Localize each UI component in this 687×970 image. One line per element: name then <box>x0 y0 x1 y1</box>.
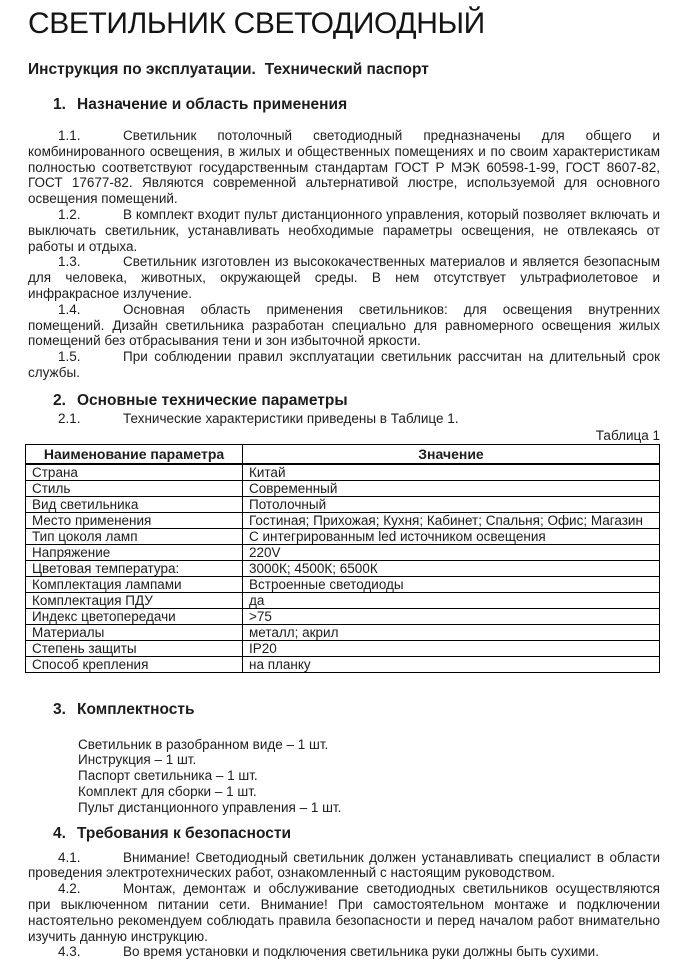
subtitle-primary: Инструкция по эксплуатации. <box>28 61 256 78</box>
cell-param: Стиль <box>26 480 243 496</box>
paragraph-number: 1.3. <box>58 254 81 270</box>
cell-value: С интегрированным led источником освещения <box>243 528 660 544</box>
paragraph-1-3 <box>28 254 660 301</box>
kit-list-item: Светильник в разобранном виде – 1 шт. <box>78 736 329 752</box>
table-row <box>26 480 660 496</box>
section-2-number: 2. <box>53 391 66 409</box>
paragraph-1-1 <box>28 128 660 207</box>
paragraph-4-2 <box>28 881 660 944</box>
paragraph-text: При соблюдении правил эксплуатации светильник рассчитан на длительный срок службы. <box>28 349 660 380</box>
kit-list-item: Инструкция – 1 шт. <box>78 752 197 768</box>
kit-list-item: Комплект для сборки – 1 шт. <box>78 783 257 799</box>
cell-value: Потолочный <box>243 496 660 512</box>
paragraph-text: В комплект входит пульт дистанционного управления, который позволяет включать и выключать светильник, устанавливать необходимые параметры освещения, не отвлекаясь от работы и отдыха. <box>28 206 660 254</box>
paragraph-text: Монтаж, демонтаж и обслуживание светодиодных светильников осуществляются при выключенном питании сети. Внимание! При самостоятельном монтаже и подключении настоятельно рекомендуем соблюдать правила безопасности и перед началом работ внимательно изучить данную инструкцию. <box>28 881 660 944</box>
table-row <box>26 640 660 656</box>
document-title: СВЕТИЛЬНИК СВЕТОДИОДНЫЙ <box>28 7 485 40</box>
table-row <box>26 544 660 560</box>
paragraph-number: 1.5. <box>58 349 81 365</box>
table-row <box>26 496 660 512</box>
table-header-row <box>26 444 660 464</box>
section-3-title: Комплектность <box>77 700 195 718</box>
specs-table <box>25 444 660 673</box>
kit-list <box>78 737 660 816</box>
document-subtitle <box>28 60 660 79</box>
header-cell-param: Наименование параметра <box>26 444 243 464</box>
paragraph-number: 1.1. <box>58 128 81 143</box>
paragraph-number: 4.3. <box>58 944 81 960</box>
cell-value: Современный <box>243 480 660 496</box>
table-row <box>26 608 660 624</box>
paragraph-number: 1.4. <box>58 301 81 317</box>
cell-value: на планку <box>243 656 660 672</box>
table-row <box>26 656 660 672</box>
paragraph-text: Светильник изготовлен из высококачественных материалов и является безопасным для человека, животных, окружающей среды. В нем отсутствует ультрафиолетовое и инфракрасное излучение. <box>28 254 660 301</box>
section-4-body <box>28 850 660 961</box>
paragraph-4-1 <box>28 850 660 882</box>
cell-param: Страна <box>26 464 243 481</box>
section-1-title: Назначение и область применения <box>77 96 348 113</box>
table-row <box>26 560 660 576</box>
cell-param: Напряжение <box>26 544 243 560</box>
specs-table-head <box>26 444 660 464</box>
cell-value: 220V <box>243 544 660 560</box>
cell-param: Степень защиты <box>26 640 243 656</box>
cell-value: Китай <box>243 464 660 481</box>
cell-value: металл; акрил <box>243 624 660 640</box>
paragraph-1-2 <box>28 207 660 254</box>
cell-param: Вид светильника <box>26 496 243 512</box>
paragraph-number: 2.1. <box>58 410 81 426</box>
cell-param: Материалы <box>26 624 243 640</box>
cell-param: Цветовая температура: <box>26 560 243 576</box>
table-row <box>26 512 660 528</box>
cell-value: IP20 <box>243 640 660 656</box>
cell-value: >75 <box>243 608 660 624</box>
cell-value: Встроенные светодиоды <box>243 576 660 592</box>
section-1-body <box>28 128 660 381</box>
paragraph-text: Внимание! Светодиодный светильник должен устанавливать специалист в области проведения электротехнических работ, ознакомленный с настоящим руководством. <box>28 849 660 881</box>
paragraph-2-1 <box>28 411 660 427</box>
table-caption: Таблица 1 <box>595 427 660 443</box>
paragraph-1-5 <box>28 349 660 381</box>
paragraph-number: 1.2. <box>58 206 81 222</box>
cell-value: да <box>243 592 660 608</box>
table-row <box>26 592 660 608</box>
section-1-heading <box>53 95 660 115</box>
section-4-heading <box>53 824 660 844</box>
cell-param: Комплектация ПДУ <box>26 592 243 608</box>
table-row <box>26 464 660 481</box>
cell-param: Способ крепления <box>26 656 243 672</box>
paragraph-text: Во время установки и подключения светильника руки должны быть сухими. <box>123 944 599 960</box>
cell-param: Тип цоколя ламп <box>26 528 243 544</box>
cell-value: 3000К; 4500К; 6500К <box>243 560 660 576</box>
cell-value: Гостиная; Прихожая; Кухня; Кабинет; Спальня; Офис; Магазин <box>243 512 660 528</box>
paragraph-4-3 <box>28 944 660 960</box>
table-row <box>26 624 660 640</box>
kit-list-item: Паспорт светильника – 1 шт. <box>78 768 258 784</box>
section-1-number: 1. <box>53 96 66 113</box>
section-2-heading <box>53 391 660 411</box>
table-row <box>26 528 660 544</box>
specs-table-body <box>26 464 660 673</box>
section-3-number: 3. <box>53 700 66 718</box>
cell-param: Комплектация лампами <box>26 576 243 592</box>
table-row <box>26 576 660 592</box>
paragraph-text: Технические характеристики приведены в Таблице 1. <box>123 410 459 426</box>
paragraph-1-4 <box>28 302 660 349</box>
cell-param: Место применения <box>26 512 243 528</box>
section-4-number: 4. <box>53 824 66 842</box>
header-cell-value: Значение <box>243 444 660 464</box>
paragraph-number: 4.2. <box>58 881 81 897</box>
section-4-title: Требования к безопасности <box>77 824 292 842</box>
paragraph-number: 4.1. <box>58 849 81 865</box>
paragraph-text: Светильник потолочный светодиодный предназначены для общего и комбинированного освещения, в жилых и общественных помещениях и по своим характеристикам полностью соответствуют государственным стандартам ГОСТ Р МЭК 60598-1-99, ГОСТ 8607-82, ГОСТ 17677-82. Являются современной альтернативой люстре, используемой для основного освещения помещений. <box>28 128 660 207</box>
paragraph-text: Основная область применения светильников: для освещения внутренних помещений. Дизайн светильника разработан специально для равномерного освещения жилых помещений без отбрасывания тени и зон избыточной яркости. <box>28 301 660 349</box>
cell-param: Индекс цветопередачи <box>26 608 243 624</box>
section-3-heading <box>53 700 660 720</box>
kit-list-item: Пульт дистанционного управления – 1 шт. <box>78 799 342 815</box>
section-2-title: Основные технические параметры <box>77 391 348 409</box>
subtitle-secondary: Технический паспорт <box>264 61 429 78</box>
